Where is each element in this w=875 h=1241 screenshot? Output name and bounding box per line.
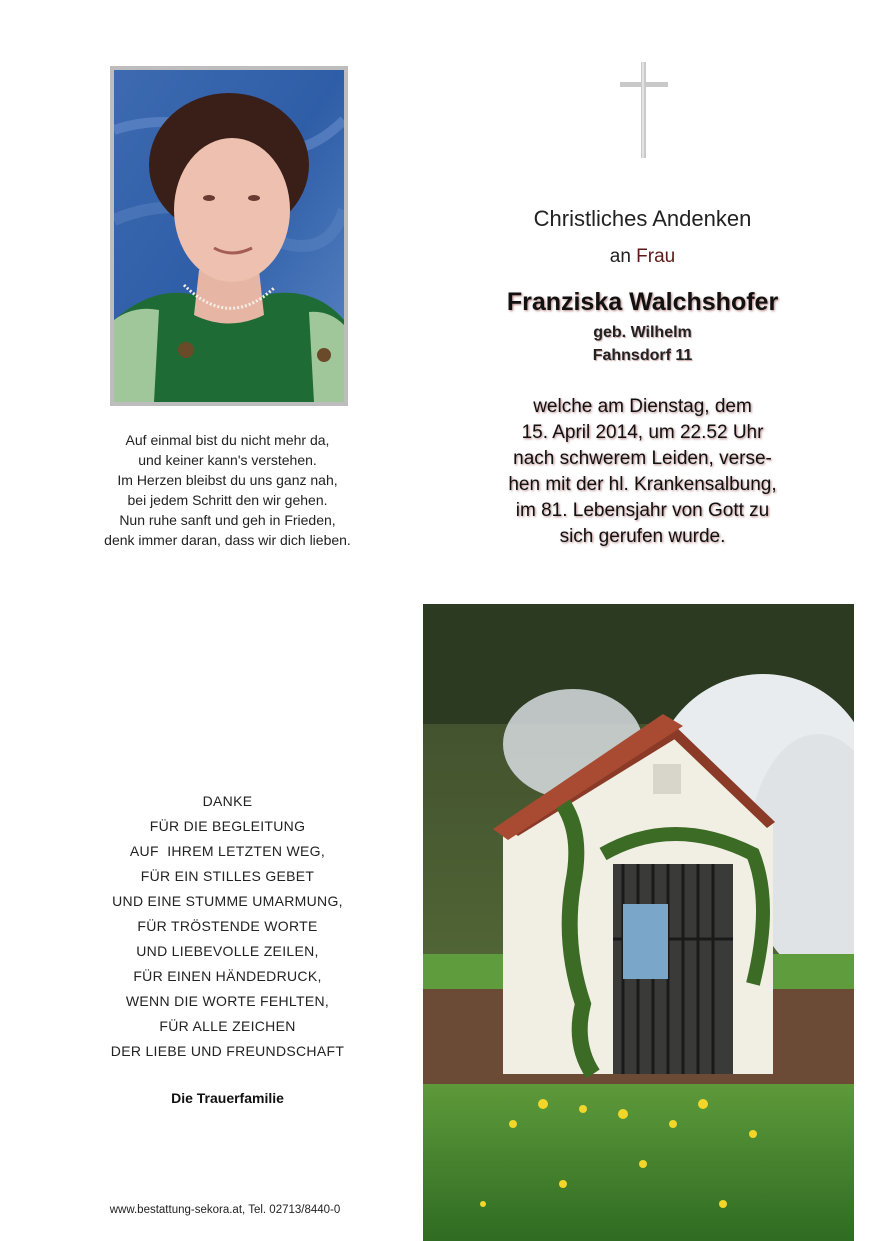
death-line: nach schwerem Leiden, verse- [513,448,772,469]
death-notice [430,394,855,550]
thanks-line: FÜR EINEN HÄNDEDRUCK, [133,968,322,984]
death-line: hen mit der hl. Krankensalbung, [508,474,777,495]
thanks-line: FÜR DIE BEGLEITUNG [149,818,306,834]
poem-line: Im Herzen bleibst du uns ganz nah, [117,472,338,488]
maiden-name: geb. Wilhelm [593,324,692,341]
thanks-line: DER LIEBE UND FREUNDSCHAFT [110,1043,345,1059]
salutation-word: Frau [636,246,676,267]
thanks-line: FÜR TRÖSTENDE WORTE [137,918,318,934]
thanks-text [40,789,415,1064]
death-line: im 81. Lebensjahr von Gott zu [515,500,770,521]
poem-line: und keiner kann's verstehen. [138,452,317,468]
thanks-line: DANKE [202,793,253,809]
salutation-prefix: an [609,246,631,267]
address: Fahnsdorf 11 [592,347,693,364]
death-line: 15. April 2014, um 22.52 Uhr [521,422,764,443]
footer-contact: www.bestattung-sekora.at, Tel. 02713/8440-0 [109,1204,341,1216]
death-line: welche am Dienstag, dem [533,396,752,417]
poem-line: Nun ruhe sanft und geh in Frieden, [119,512,336,528]
thanks-line: FÜR ALLE ZEICHEN [159,1018,296,1034]
card-heading: Christliches Andenken [533,206,752,231]
poem-line: denk immer daran, dass wir dich lieben. [104,532,351,548]
thanks-line: AUF IHREM LETZTEN WEG, [129,843,326,859]
chapel-image [423,604,854,1241]
cross-icon [618,60,670,160]
thanks-line: UND LIEBEVOLLE ZEILEN, [136,943,319,959]
portrait-image [114,70,344,402]
thanks-line: UND EINE STUMME UMARMUNG, [112,893,343,909]
poem-line: Auf einmal bist du nicht mehr da, [125,432,330,448]
thanks-line: WENN DIE WORTE FEHLTEN, [125,993,330,1009]
salutation [430,246,855,268]
wayside-chapel-photo [423,604,854,1241]
poem-line: bei jedem Schritt den wir gehen. [127,492,328,508]
deceased-name: Franziska Walchshofer [506,288,779,316]
thanks-line: FÜR EIN STILLES GEBET [140,868,315,884]
death-line: sich gerufen wurde. [559,526,726,547]
family-signature: Die Trauerfamilie [171,1090,284,1106]
poem [40,430,415,550]
portrait-photo [110,66,348,406]
